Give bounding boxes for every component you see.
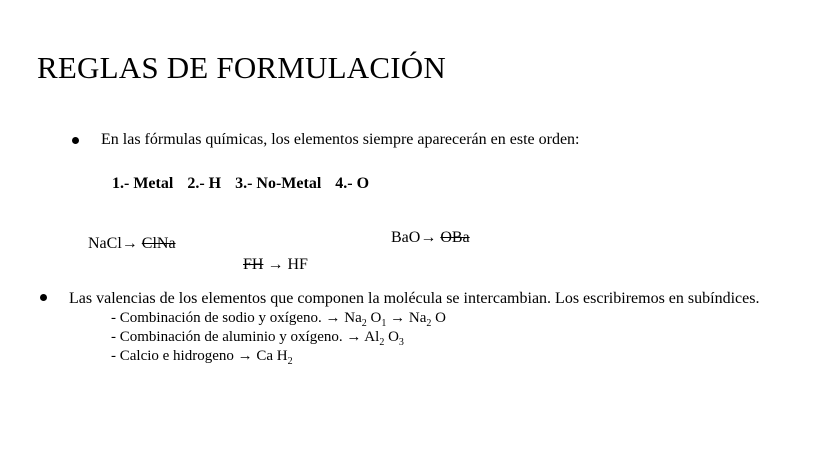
subscript: 2 (361, 318, 367, 329)
subscript: 1 (381, 318, 387, 329)
subscript: 3 (398, 337, 404, 348)
example-nacl (88, 234, 176, 254)
order-item-nonmetal: 3.- No-Metal (235, 175, 322, 192)
element-order (112, 174, 379, 194)
line-text: → Na (386, 310, 427, 326)
bullet-dot-1 (72, 137, 79, 144)
example-hf-correct: → HF (263, 256, 308, 273)
example-bao (391, 228, 470, 248)
sub-line-calcium-hydrogen (111, 347, 293, 366)
subscript: 2 (287, 356, 293, 367)
example-hf-wrong: FH (243, 256, 264, 273)
page-title: REGLAS DE FORMULACIÓN (37, 50, 446, 85)
subscript: 2 (426, 318, 432, 329)
bullet-dot-2 (40, 294, 47, 301)
line-text: - Combinación de sodio y oxígeno. → Na (111, 310, 362, 326)
example-nacl-correct: NaCl→ (88, 235, 142, 252)
order-item-hydrogen: 2.- H (187, 175, 222, 192)
subscript: 2 (379, 337, 385, 348)
line-text: - Combinación de aluminio y oxígeno. → Al (111, 329, 380, 345)
line-text: O (384, 329, 399, 345)
bullet-1-text: En las fórmulas químicas, los elementos siempre aparecerán en este orden: (101, 131, 580, 148)
example-bao-wrong: OBa (440, 229, 470, 246)
order-item-metal: 1.- Metal (112, 175, 174, 192)
example-nacl-wrong: ClNa (141, 235, 176, 252)
example-bao-correct: BaO→ (391, 229, 441, 246)
sub-line-aluminium-oxygen (111, 328, 404, 347)
bullet-2-text: Las valencias de los elementos que componen la molécula se intercambian. Los escribiremos en subíndices. (69, 290, 760, 307)
line-text: - Calcio e hidrogeno → Ca H (111, 348, 288, 364)
line-text: O (366, 310, 382, 326)
order-item-oxygen: 4.- O (335, 175, 370, 192)
line-text: O (431, 310, 446, 326)
sub-line-sodium-oxygen (111, 309, 446, 328)
example-hf (243, 255, 308, 275)
